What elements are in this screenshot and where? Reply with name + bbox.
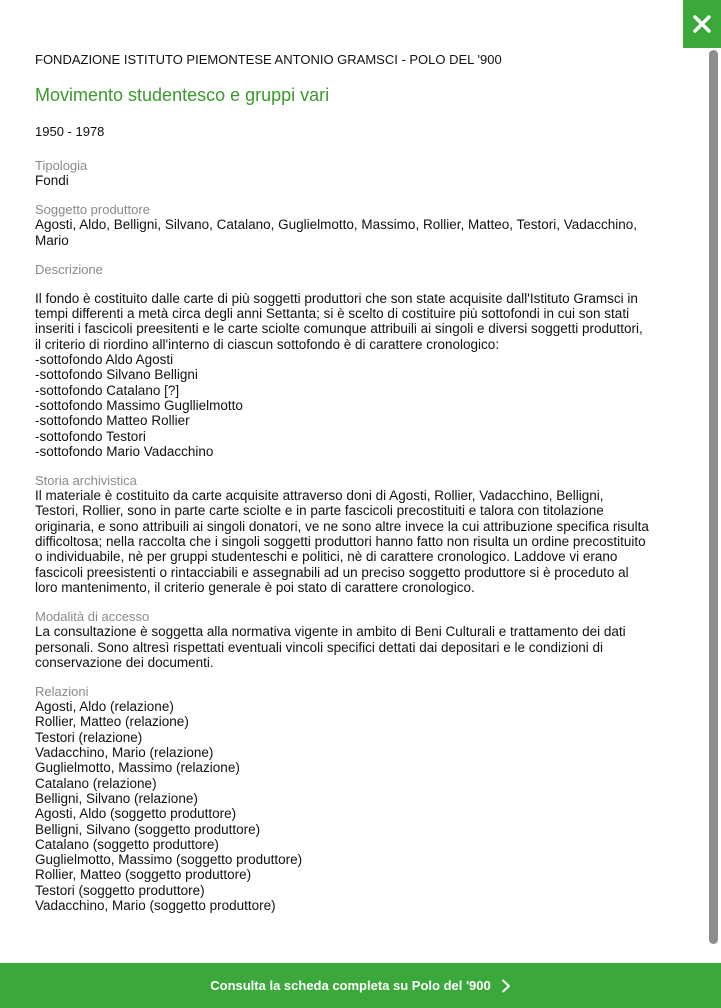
relation-item: Agosti, Aldo (soggetto produttore) [35, 806, 237, 822]
field-modalita-accesso [35, 609, 670, 670]
field-relazioni [35, 684, 670, 913]
chevron-right-icon [501, 979, 511, 993]
text-line: loro mantenimento, il criterio generale è poi stato di carattere cronologico. [35, 579, 475, 595]
field-value [35, 291, 670, 459]
field-descrizione [35, 262, 670, 459]
text-line: Agosti, Aldo, Belligni, Silvano, Catalano, Guglielmotto, Massimo, Rollier, Matteo, Testori, Vadacchino, [35, 217, 638, 233]
relation-item: Agosti, Aldo (relazione) [35, 699, 174, 715]
relations-list [35, 699, 670, 913]
text-line: Il fondo è costituito dalle carte di più soggetti produttori che son state acquisite dall'Istituto Gramsci in [35, 290, 638, 306]
field-value: Fondi [35, 173, 69, 188]
relation-item: Guglielmotto, Massimo (relazione) [35, 760, 240, 776]
relation-item: Vadacchino, Mario (soggetto produttore) [35, 897, 276, 913]
text-line: -sottofondo Massimo Gugllielmotto [35, 397, 243, 413]
relation-item: Belligni, Silvano (relazione) [35, 790, 198, 806]
text-line: inseriti i fascicoli preesitenti e le carte sciolte comunque attribuili ai singoli e diversi soggetti produttori, [35, 321, 643, 337]
field-storia-archivistica [35, 473, 670, 595]
relation-item: Guglielmotto, Massimo (soggetto produttore) [35, 852, 303, 868]
text-line: conservazione dei documenti. [35, 654, 214, 670]
field-soggetto-produttore [35, 202, 670, 248]
relation-item: Vadacchino, Mario (relazione) [35, 745, 214, 761]
text-line: Il materiale è costituito da carte acquisite attraverso doni di Agosti, Rollier, Vadacchino, Belligni, [35, 488, 604, 504]
relation-item: Testori (relazione) [35, 729, 143, 745]
text-line: fascicoli preesistenti o rintacciabili e assegnabili ad un preciso soggetto produttore si è proceduto al [35, 564, 629, 580]
text-line: La consultazione è soggetta alla normativa vigente in ambito di Beni Culturali e trattamento dei dati [35, 624, 626, 640]
relation-item: Rollier, Matteo (relazione) [35, 714, 189, 730]
text-line: -sottofondo Silvano Belligni [35, 367, 198, 383]
text-line: -sottofondo Catalano [?] [35, 382, 180, 398]
relation-item: Catalano (relazione) [35, 775, 157, 791]
field-label: Descrizione [35, 261, 103, 277]
field-label: Soggetto produttore [35, 202, 150, 218]
field-value [35, 217, 670, 248]
text-line: o individuabile, nè per gruppi studenteschi e politici, nè di carattere cronologico. Laddove vi erano [35, 549, 618, 565]
field-label: Storia archivistica [35, 473, 137, 489]
field-label: Tipologia [35, 158, 88, 173]
field-label: Relazioni [35, 684, 89, 700]
text-line: -sottofondo Testori [35, 428, 146, 444]
text-line: personali. Sono altresì rispettati eventuali vincoli specifici dettati dai depositari e le condizioni di [35, 639, 604, 655]
text-line: originaria, e sono attribuili ai singoli donatori, ve ne sono altre invece la cui attribuzione specifica risulta [35, 518, 649, 534]
record-dates: 1950 - 1978 [35, 124, 105, 139]
record-content [35, 52, 670, 927]
text-line: difficoltosa; nella raccolta che i singoli soggetti produttori hanno fatto non risulta un ordine precostituito [35, 534, 646, 550]
relation-item: Rollier, Matteo (soggetto produttore) [35, 867, 252, 883]
record-title: Movimento studentesco e gruppi vari [35, 85, 330, 105]
field-value [35, 488, 670, 595]
relation-item: Testori (soggetto produttore) [35, 882, 205, 898]
text-line: il criterio di riordino all'interno di ciascun sottofondo è di carattere cronologico: [35, 336, 500, 352]
field-label: Modalità di accesso [35, 609, 150, 625]
close-button[interactable] [683, 0, 721, 48]
text-line: -sottofondo Matteo Rollier [35, 413, 190, 429]
field-value [35, 624, 670, 670]
relation-item: Belligni, Silvano (soggetto produttore) [35, 821, 261, 837]
field-tipologia [35, 158, 670, 188]
full-record-link-label: Consulta la scheda completa su Polo del '900 [210, 978, 491, 993]
text-line: -sottofondo Aldo Agosti [35, 352, 174, 368]
text-line: Testori, Rollier, sono in parte carte sciolte e in parte fascicoli precostituiti e talora con titolazione [35, 503, 604, 519]
scrollbar[interactable] [709, 50, 718, 944]
text-line: Mario [35, 232, 69, 248]
institution-name: FONDAZIONE ISTITUTO PIEMONTESE ANTONIO GRAMSCI - POLO DEL '900 [35, 52, 502, 67]
text-line: tempi differenti a metà circa degli anni Settanta; si è scelto di costituire più sottofondi in cui son stati [35, 306, 630, 322]
text-line: -sottofondo Mario Vadacchino [35, 443, 214, 459]
close-icon [693, 15, 711, 33]
full-record-link[interactable] [0, 963, 721, 1008]
relation-item: Catalano (soggetto produttore) [35, 836, 219, 852]
